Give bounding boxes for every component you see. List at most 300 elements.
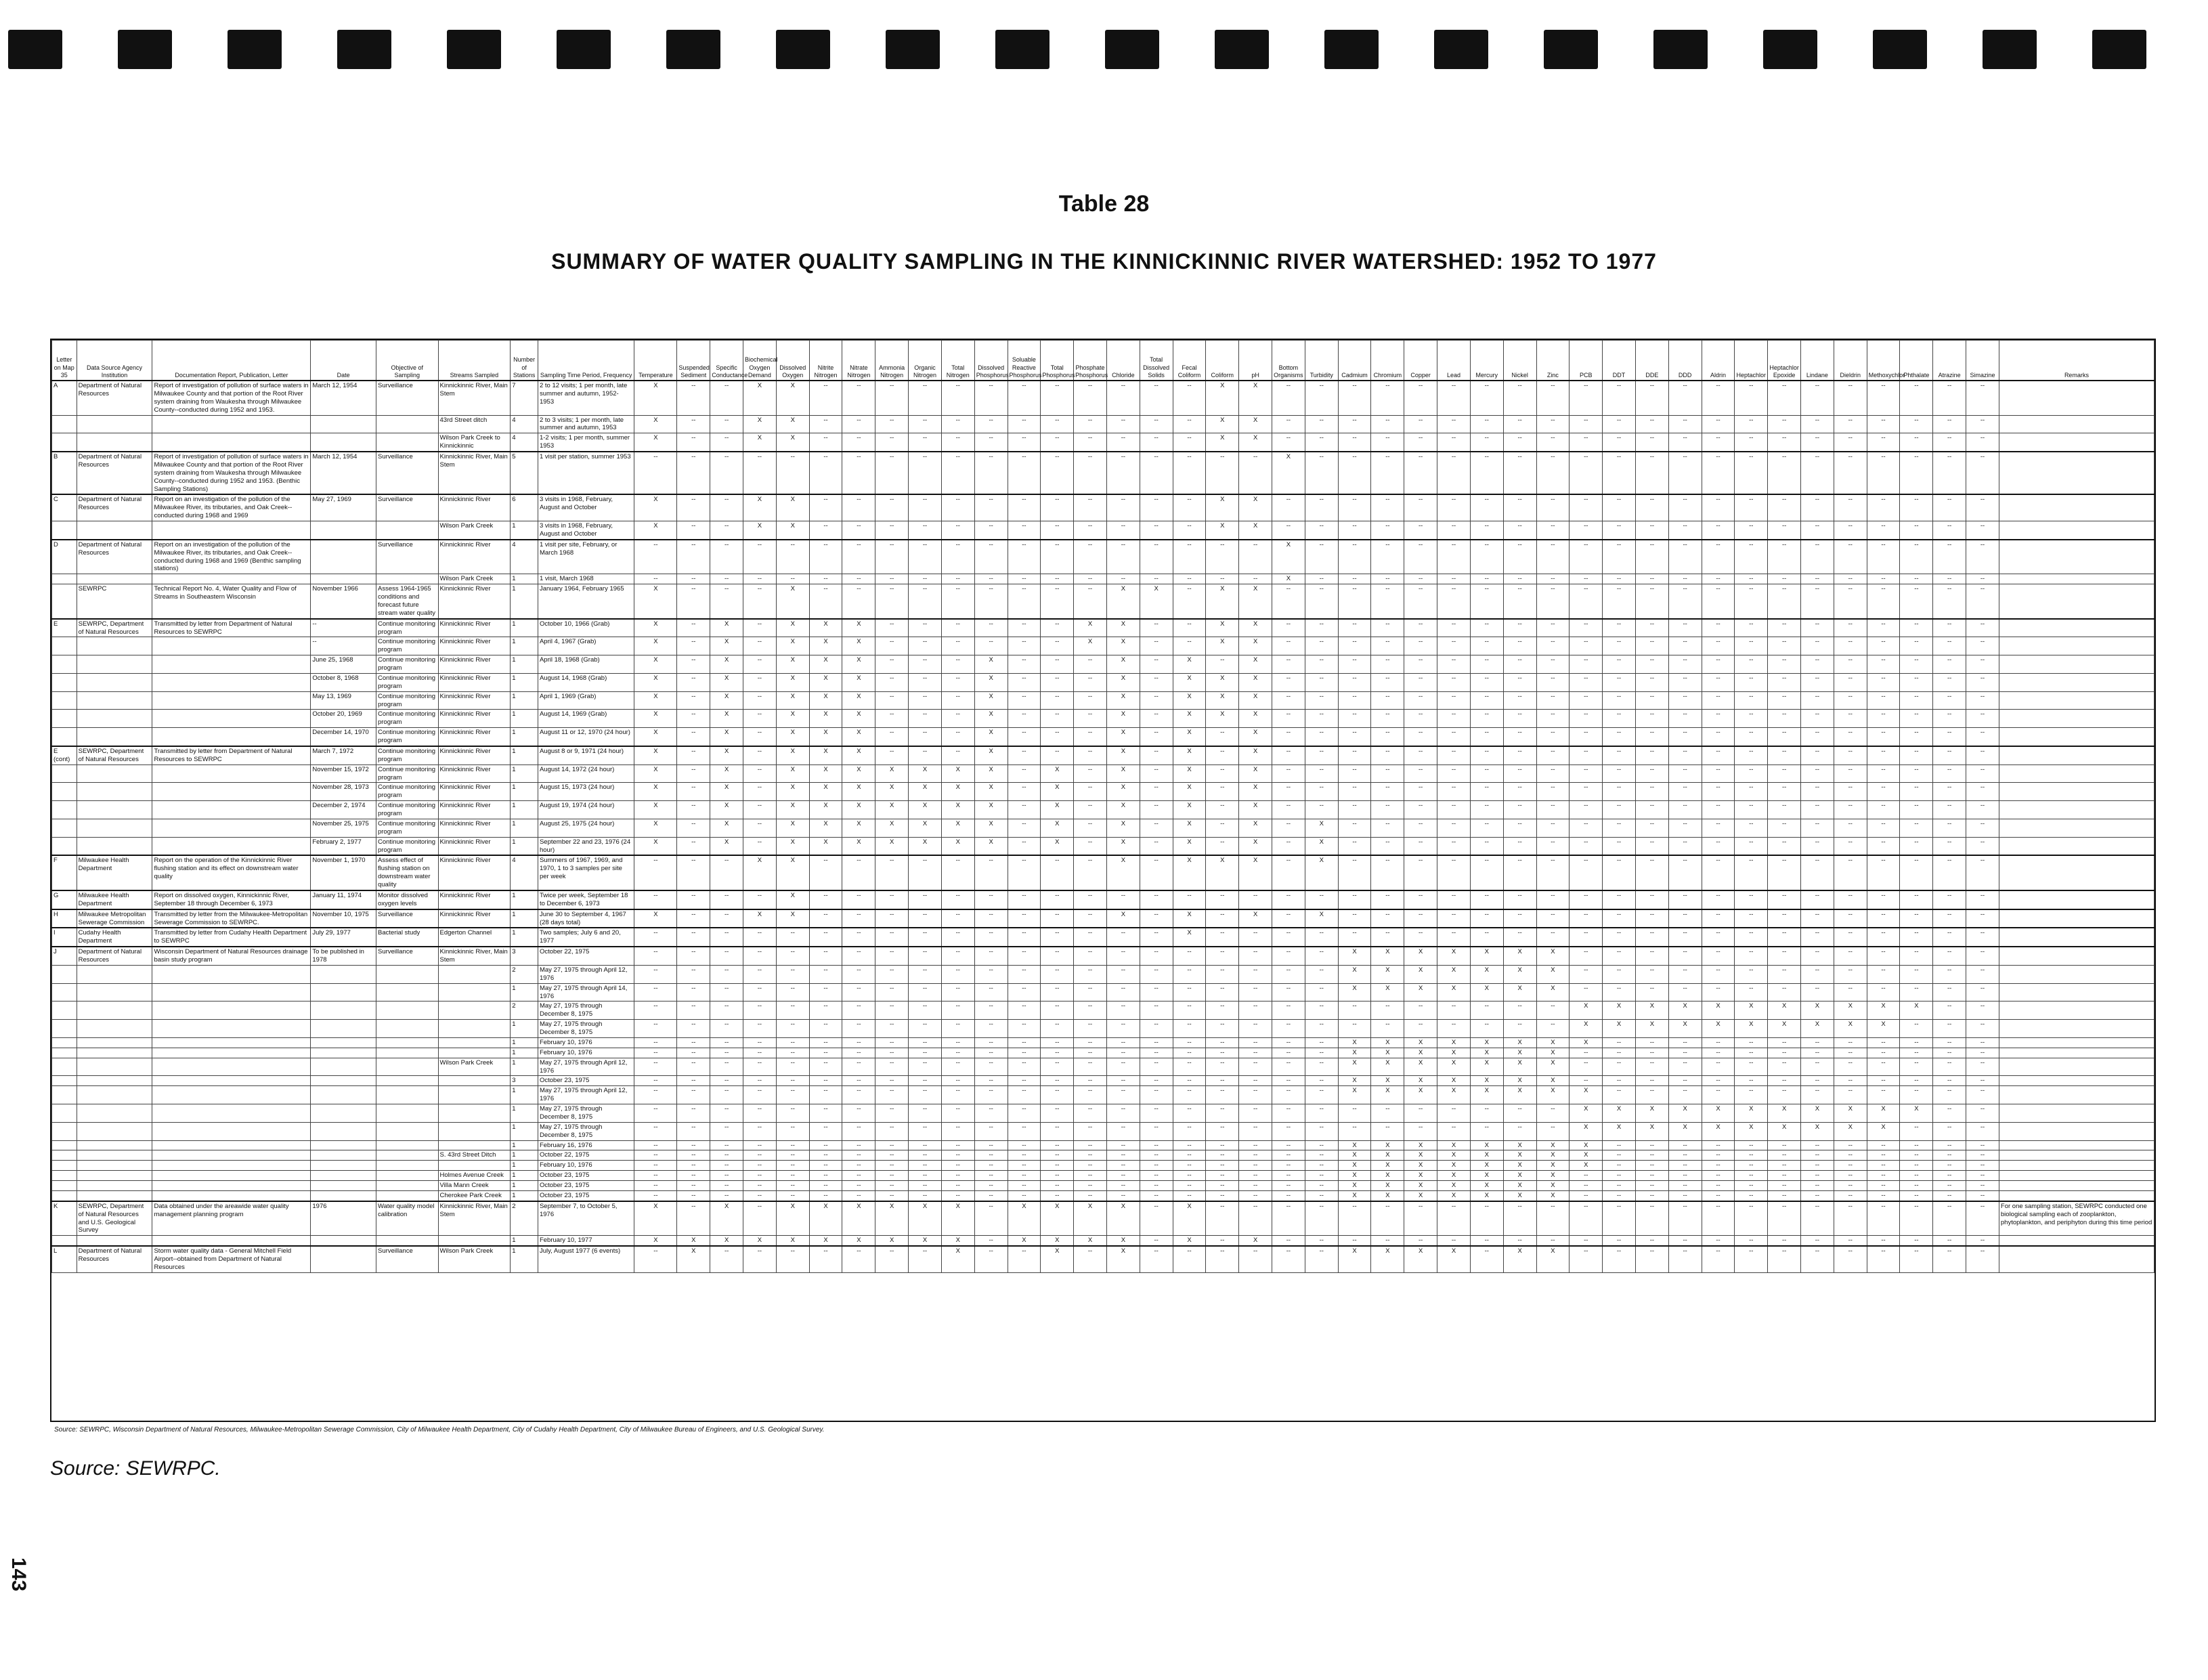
parameter-cell: X xyxy=(1834,1020,1867,1038)
parameter-cell: -- xyxy=(974,1076,1008,1086)
text-cell: Kinnickinnic River xyxy=(438,764,511,783)
column-header: Copper xyxy=(1404,341,1437,381)
parameter-cell: -- xyxy=(1305,521,1338,540)
parameter-cell: -- xyxy=(1305,1181,1338,1191)
text-cell xyxy=(52,1190,77,1201)
parameter-cell: -- xyxy=(1536,1201,1570,1236)
parameter-cell: X xyxy=(1106,746,1140,764)
parameter-cell: -- xyxy=(1239,1201,1272,1236)
parameter-cell: X xyxy=(1106,801,1140,819)
parameter-cell: -- xyxy=(875,1076,909,1086)
parameter-cell: -- xyxy=(1768,837,1801,855)
parameter-cell: -- xyxy=(1570,655,1603,674)
parameter-cell: -- xyxy=(1867,728,1900,746)
parameter-cell: -- xyxy=(1900,1086,1933,1104)
parameter-cell: -- xyxy=(842,521,875,540)
parameter-cell: -- xyxy=(1404,1001,1437,1020)
parameter-cell: -- xyxy=(1603,691,1636,710)
parameter-cell: -- xyxy=(1173,381,1206,415)
parameter-cell: X xyxy=(1106,1201,1140,1236)
parameter-cell: -- xyxy=(1900,801,1933,819)
parameter-cell: X xyxy=(1338,1048,1371,1058)
text-cell: Transmitted by letter from Department of Natural Resources to SEWRPC xyxy=(152,619,311,637)
parameter-cell: -- xyxy=(1867,1058,1900,1076)
parameter-cell: -- xyxy=(1074,1086,1107,1104)
text-cell: Kinnickinnic River xyxy=(438,540,511,574)
parameter-cell: -- xyxy=(1404,1020,1437,1038)
registration-mark xyxy=(557,30,611,69)
parameter-cell: -- xyxy=(1008,983,1041,1001)
text-cell: Kinnickinnic River, Main Stem xyxy=(438,947,511,965)
parameter-cell: -- xyxy=(875,494,909,521)
parameter-cell: -- xyxy=(809,1020,842,1038)
text-cell xyxy=(52,574,77,584)
parameter-cell: -- xyxy=(1834,1140,1867,1150)
parameter-cell: -- xyxy=(1272,1201,1305,1236)
table-row xyxy=(52,691,2155,710)
parameter-cell: X xyxy=(1470,1037,1503,1048)
parameter-cell: -- xyxy=(1272,1150,1305,1161)
parameter-cell: -- xyxy=(1272,855,1305,890)
parameter-cell: -- xyxy=(1536,540,1570,574)
parameter-cell: -- xyxy=(1900,855,1933,890)
parameter-cell: -- xyxy=(1404,619,1437,637)
parameter-cell: -- xyxy=(1140,452,1173,494)
parameter-cell: -- xyxy=(1173,452,1206,494)
parameter-cell: -- xyxy=(1404,890,1437,909)
parameter-cell: -- xyxy=(1834,1037,1867,1048)
parameter-cell: -- xyxy=(1404,691,1437,710)
parameter-cell: -- xyxy=(1635,415,1668,433)
parameter-cell: -- xyxy=(1635,1076,1668,1086)
column-header: Total Phosphorus xyxy=(1041,341,1074,381)
column-header: Number of Stations xyxy=(511,341,538,381)
parameter-cell: X xyxy=(1206,855,1239,890)
parameter-cell: -- xyxy=(1834,764,1867,783)
column-header: Suspended Sediment xyxy=(677,341,710,381)
text-cell: May 27, 1975 through April 14, 1976 xyxy=(538,983,634,1001)
parameter-cell: -- xyxy=(1635,433,1668,452)
remarks-cell xyxy=(1999,1236,2154,1246)
parameter-cell: -- xyxy=(710,574,743,584)
parameter-cell: -- xyxy=(1933,801,1966,819)
parameter-cell: -- xyxy=(1668,637,1702,655)
parameter-cell: -- xyxy=(1041,494,1074,521)
parameter-cell: -- xyxy=(1801,1246,1834,1272)
parameter-cell: -- xyxy=(1768,415,1801,433)
text-cell xyxy=(376,574,438,584)
table-row xyxy=(52,1076,2155,1086)
parameter-cell: -- xyxy=(1041,728,1074,746)
parameter-cell: -- xyxy=(1106,1001,1140,1020)
parameter-cell: -- xyxy=(1106,1076,1140,1086)
parameter-cell: -- xyxy=(1272,1048,1305,1058)
text-cell: 1 xyxy=(511,819,538,837)
parameter-cell: X xyxy=(1536,947,1570,965)
parameter-cell: -- xyxy=(1768,909,1801,928)
parameter-cell: -- xyxy=(1272,728,1305,746)
parameter-cell: -- xyxy=(1008,415,1041,433)
text-cell: Department of Natural Resources xyxy=(77,381,152,415)
parameter-cell: -- xyxy=(1801,1181,1834,1191)
parameter-cell: X xyxy=(1206,381,1239,415)
parameter-cell: -- xyxy=(677,452,710,494)
parameter-cell: -- xyxy=(634,1122,677,1140)
text-cell: E (cont) xyxy=(52,746,77,764)
parameter-cell: -- xyxy=(1768,452,1801,494)
parameter-cell: -- xyxy=(1702,783,1735,801)
parameter-cell: -- xyxy=(1437,433,1471,452)
parameter-cell: -- xyxy=(1140,1150,1173,1161)
parameter-cell: -- xyxy=(1140,637,1173,655)
parameter-cell: -- xyxy=(1041,1140,1074,1150)
parameter-cell: -- xyxy=(1536,746,1570,764)
text-cell: 1 xyxy=(511,909,538,928)
parameter-cell: -- xyxy=(1503,381,1536,415)
parameter-cell: -- xyxy=(1338,909,1371,928)
parameter-cell: -- xyxy=(1933,1150,1966,1161)
parameter-cell: -- xyxy=(1768,521,1801,540)
parameter-cell: -- xyxy=(743,890,777,909)
parameter-cell: -- xyxy=(1239,1058,1272,1076)
parameter-cell: -- xyxy=(710,855,743,890)
parameter-cell: X xyxy=(776,433,809,452)
text-cell: 3 xyxy=(511,1076,538,1086)
parameter-cell: -- xyxy=(1074,728,1107,746)
parameter-cell: X xyxy=(1603,1104,1636,1123)
text-cell: S. 43rd Street Ditch xyxy=(438,1150,511,1161)
parameter-cell: -- xyxy=(1668,540,1702,574)
parameter-cell: -- xyxy=(1900,728,1933,746)
parameter-cell: X xyxy=(1106,783,1140,801)
text-cell xyxy=(152,783,311,801)
text-cell: Kinnickinnic River xyxy=(438,584,511,619)
parameter-cell: -- xyxy=(1338,890,1371,909)
parameter-cell: -- xyxy=(875,1122,909,1140)
parameter-cell: -- xyxy=(776,1122,809,1140)
column-header: Methoxychlor xyxy=(1867,341,1900,381)
parameter-cell: X xyxy=(1272,452,1305,494)
parameter-cell: -- xyxy=(743,673,777,691)
text-cell: June 30 to September 4, 1967 (28 days total) xyxy=(538,909,634,928)
text-cell: 1 xyxy=(511,1181,538,1191)
column-header: Letter on Map 35 xyxy=(52,341,77,381)
parameter-cell: X xyxy=(1371,1048,1404,1058)
remarks-cell xyxy=(1999,1190,2154,1201)
parameter-cell: -- xyxy=(1933,1076,1966,1086)
parameter-cell: -- xyxy=(809,909,842,928)
parameter-cell: X xyxy=(634,637,677,655)
parameter-cell: -- xyxy=(1834,494,1867,521)
parameter-cell: -- xyxy=(1603,909,1636,928)
text-cell: Transmitted by letter from Cudahy Health Department to SEWRPC xyxy=(152,928,311,947)
parameter-cell: -- xyxy=(941,415,974,433)
text-cell xyxy=(311,1236,376,1246)
parameter-cell: X xyxy=(1106,637,1140,655)
parameter-cell: -- xyxy=(941,381,974,415)
text-cell: 1 visit per site, February, or March 1968 xyxy=(538,540,634,574)
parameter-cell: X xyxy=(1867,1001,1900,1020)
parameter-cell: X xyxy=(1239,415,1272,433)
parameter-cell: -- xyxy=(809,574,842,584)
parameter-cell: -- xyxy=(1668,1150,1702,1161)
parameter-cell: -- xyxy=(1702,909,1735,928)
parameter-cell: X xyxy=(634,619,677,637)
column-header: Phthalate xyxy=(1900,341,1933,381)
parameter-cell: -- xyxy=(1437,381,1471,415)
text-cell xyxy=(152,1076,311,1086)
text-cell: August 25, 1975 (24 hour) xyxy=(538,819,634,837)
text-cell xyxy=(311,521,376,540)
text-cell: Report of investigation of pollution of surface waters in Milwaukee County and that portion of the Root River system draining from Waukesha through Milwaukee County--conducted during 1952 and 1953. xyxy=(152,381,311,415)
parameter-cell: -- xyxy=(1503,637,1536,655)
text-cell: May 27, 1975 through April 12, 1976 xyxy=(538,1058,634,1076)
text-cell: D xyxy=(52,540,77,574)
text-cell xyxy=(52,1020,77,1038)
parameter-cell: -- xyxy=(1503,1020,1536,1038)
column-header: Simazine xyxy=(1966,341,1999,381)
parameter-cell: -- xyxy=(1635,1171,1668,1181)
parameter-cell: -- xyxy=(1305,1058,1338,1076)
parameter-cell: X xyxy=(1437,1058,1471,1076)
registration-mark xyxy=(1983,30,2037,69)
parameter-cell: -- xyxy=(710,1122,743,1140)
parameter-cell: X xyxy=(974,801,1008,819)
registration-mark xyxy=(337,30,391,69)
parameter-cell: -- xyxy=(1008,673,1041,691)
parameter-cell: -- xyxy=(1305,710,1338,728)
text-cell xyxy=(152,655,311,674)
parameter-cell: X xyxy=(1635,1122,1668,1140)
parameter-cell: -- xyxy=(1503,1001,1536,1020)
table-row xyxy=(52,452,2155,494)
parameter-cell: X xyxy=(1106,673,1140,691)
parameter-cell: -- xyxy=(1371,855,1404,890)
parameter-cell: -- xyxy=(1140,801,1173,819)
parameter-cell: -- xyxy=(1635,574,1668,584)
parameter-cell: -- xyxy=(1603,1190,1636,1201)
text-cell: May 27, 1975 through December 8, 1975 xyxy=(538,1122,634,1140)
parameter-cell: X xyxy=(1768,1104,1801,1123)
parameter-cell: -- xyxy=(1635,1086,1668,1104)
parameter-cell: X xyxy=(909,801,942,819)
text-cell: J xyxy=(52,947,77,965)
table-row xyxy=(52,1190,2155,1201)
parameter-cell: -- xyxy=(1966,1236,1999,1246)
parameter-cell: -- xyxy=(1239,1104,1272,1123)
text-cell xyxy=(77,415,152,433)
parameter-cell: -- xyxy=(1735,746,1768,764)
text-cell xyxy=(77,1048,152,1058)
parameter-cell: -- xyxy=(1834,673,1867,691)
parameter-cell: -- xyxy=(1470,673,1503,691)
text-cell xyxy=(376,1171,438,1181)
parameter-cell: -- xyxy=(1735,655,1768,674)
parameter-cell: X xyxy=(1338,1058,1371,1076)
text-cell: Report on the operation of the Kinnickinnic River flushing station and its effect on downstream water quality xyxy=(152,855,311,890)
parameter-cell: -- xyxy=(909,637,942,655)
parameter-cell: X xyxy=(743,1236,777,1246)
parameter-cell: -- xyxy=(974,574,1008,584)
parameter-cell: -- xyxy=(1008,1048,1041,1058)
text-cell: October 23, 1975 xyxy=(538,1076,634,1086)
parameter-cell: -- xyxy=(1206,1236,1239,1246)
parameter-cell: -- xyxy=(1371,1020,1404,1038)
parameter-cell: -- xyxy=(1735,909,1768,928)
parameter-cell: -- xyxy=(1437,746,1471,764)
parameter-cell: -- xyxy=(1305,1076,1338,1086)
text-cell xyxy=(77,1001,152,1020)
parameter-cell: -- xyxy=(1933,673,1966,691)
parameter-cell: -- xyxy=(941,1076,974,1086)
parameter-cell: X xyxy=(1437,1037,1471,1048)
parameter-cell: -- xyxy=(1008,1020,1041,1038)
text-cell: October 23, 1975 xyxy=(538,1171,634,1181)
parameter-cell: X xyxy=(634,746,677,764)
text-cell xyxy=(376,1161,438,1171)
text-cell: 2 to 3 visits; 1 per month, late summer and autumn, 1953 xyxy=(538,415,634,433)
parameter-cell: -- xyxy=(1635,947,1668,965)
parameter-cell: -- xyxy=(1206,452,1239,494)
text-cell: Summers of 1967, 1969, and 1970, 1 to 3 samples per site per week xyxy=(538,855,634,890)
parameter-cell: -- xyxy=(1008,764,1041,783)
table-row xyxy=(52,574,2155,584)
parameter-cell: -- xyxy=(1074,521,1107,540)
parameter-cell: X xyxy=(1239,637,1272,655)
column-header: Documentation Report, Publication, Letter xyxy=(152,341,311,381)
parameter-cell: -- xyxy=(743,637,777,655)
text-cell: 1 xyxy=(511,1150,538,1161)
parameter-cell: X xyxy=(776,909,809,928)
text-cell xyxy=(376,415,438,433)
parameter-cell: -- xyxy=(1768,540,1801,574)
parameter-cell: -- xyxy=(875,1140,909,1150)
parameter-cell: -- xyxy=(1834,947,1867,965)
parameter-cell: X xyxy=(1900,1104,1933,1123)
parameter-cell: X xyxy=(1536,1086,1570,1104)
parameter-cell: -- xyxy=(1338,746,1371,764)
parameter-cell: -- xyxy=(1008,540,1041,574)
table-row xyxy=(52,1058,2155,1076)
parameter-cell: -- xyxy=(1041,947,1074,965)
parameter-cell: -- xyxy=(1603,783,1636,801)
parameter-cell: -- xyxy=(974,1236,1008,1246)
parameter-cell: X xyxy=(776,764,809,783)
text-cell xyxy=(77,1020,152,1038)
parameter-cell: X xyxy=(875,764,909,783)
parameter-cell: -- xyxy=(1239,1001,1272,1020)
parameter-cell: -- xyxy=(1173,1161,1206,1171)
remarks-cell xyxy=(1999,746,2154,764)
parameter-cell: -- xyxy=(1668,947,1702,965)
text-cell: Continue monitoring program xyxy=(376,837,438,855)
parameter-cell: X xyxy=(1041,1236,1074,1246)
text-cell: 1 xyxy=(511,1236,538,1246)
parameter-cell: X xyxy=(776,655,809,674)
parameter-cell: X xyxy=(634,837,677,855)
parameter-cell: X xyxy=(1106,655,1140,674)
parameter-cell: -- xyxy=(1603,1086,1636,1104)
parameter-cell: -- xyxy=(1272,1086,1305,1104)
parameter-cell: -- xyxy=(1503,691,1536,710)
parameter-cell: -- xyxy=(1470,691,1503,710)
text-cell: October 22, 1975 xyxy=(538,947,634,965)
parameter-cell: -- xyxy=(677,415,710,433)
parameter-cell: -- xyxy=(1106,1037,1140,1048)
text-cell xyxy=(152,1037,311,1048)
parameter-cell: -- xyxy=(776,1161,809,1171)
parameter-cell: -- xyxy=(1933,691,1966,710)
parameter-cell: -- xyxy=(1768,710,1801,728)
parameter-cell: -- xyxy=(809,521,842,540)
parameter-cell: -- xyxy=(677,1181,710,1191)
parameter-cell: X xyxy=(974,691,1008,710)
parameter-cell: -- xyxy=(1900,1020,1933,1038)
text-cell xyxy=(438,1076,511,1086)
parameter-cell: X xyxy=(1867,1104,1900,1123)
remarks-cell xyxy=(1999,1058,2154,1076)
text-cell: Bacterial study xyxy=(376,928,438,947)
text-cell xyxy=(311,415,376,433)
parameter-cell: -- xyxy=(1933,783,1966,801)
parameter-cell: X xyxy=(1041,764,1074,783)
text-cell: 1 xyxy=(511,584,538,619)
parameter-cell: -- xyxy=(1668,415,1702,433)
parameter-cell: -- xyxy=(1041,1150,1074,1161)
parameter-cell: -- xyxy=(1371,1122,1404,1140)
parameter-cell: X xyxy=(842,728,875,746)
table-body xyxy=(52,381,2155,1272)
parameter-cell: X xyxy=(1470,1190,1503,1201)
parameter-cell: -- xyxy=(1008,381,1041,415)
parameter-cell: -- xyxy=(1867,673,1900,691)
parameter-cell: X xyxy=(1470,1076,1503,1086)
parameter-cell: -- xyxy=(1470,1122,1503,1140)
parameter-cell: -- xyxy=(1966,947,1999,965)
parameter-cell: X xyxy=(776,1201,809,1236)
parameter-cell: -- xyxy=(1735,1190,1768,1201)
parameter-cell: -- xyxy=(1933,890,1966,909)
text-cell xyxy=(52,710,77,728)
parameter-cell: -- xyxy=(1668,1161,1702,1171)
parameter-cell: X xyxy=(776,637,809,655)
parameter-cell: -- xyxy=(1635,381,1668,415)
parameter-cell: -- xyxy=(875,855,909,890)
parameter-cell: -- xyxy=(1404,928,1437,947)
text-cell xyxy=(438,1037,511,1048)
parameter-cell: X xyxy=(776,746,809,764)
parameter-cell: -- xyxy=(1966,746,1999,764)
parameter-cell: -- xyxy=(1206,574,1239,584)
parameter-cell: X xyxy=(809,746,842,764)
parameter-cell: X xyxy=(1338,1037,1371,1048)
parameter-cell: -- xyxy=(1768,1181,1801,1191)
parameter-cell: X xyxy=(1437,1048,1471,1058)
parameter-cell: -- xyxy=(1603,947,1636,965)
parameter-cell: -- xyxy=(1801,574,1834,584)
text-cell xyxy=(152,1140,311,1150)
parameter-cell: -- xyxy=(677,433,710,452)
parameter-cell: -- xyxy=(1735,1037,1768,1048)
text-cell xyxy=(52,584,77,619)
parameter-cell: -- xyxy=(1768,381,1801,415)
parameter-cell: X xyxy=(1371,1076,1404,1086)
parameter-cell: X xyxy=(1404,1076,1437,1086)
parameter-cell: X xyxy=(776,673,809,691)
parameter-cell: X xyxy=(1437,1171,1471,1181)
parameter-cell: -- xyxy=(1603,801,1636,819)
parameter-cell: -- xyxy=(809,1086,842,1104)
